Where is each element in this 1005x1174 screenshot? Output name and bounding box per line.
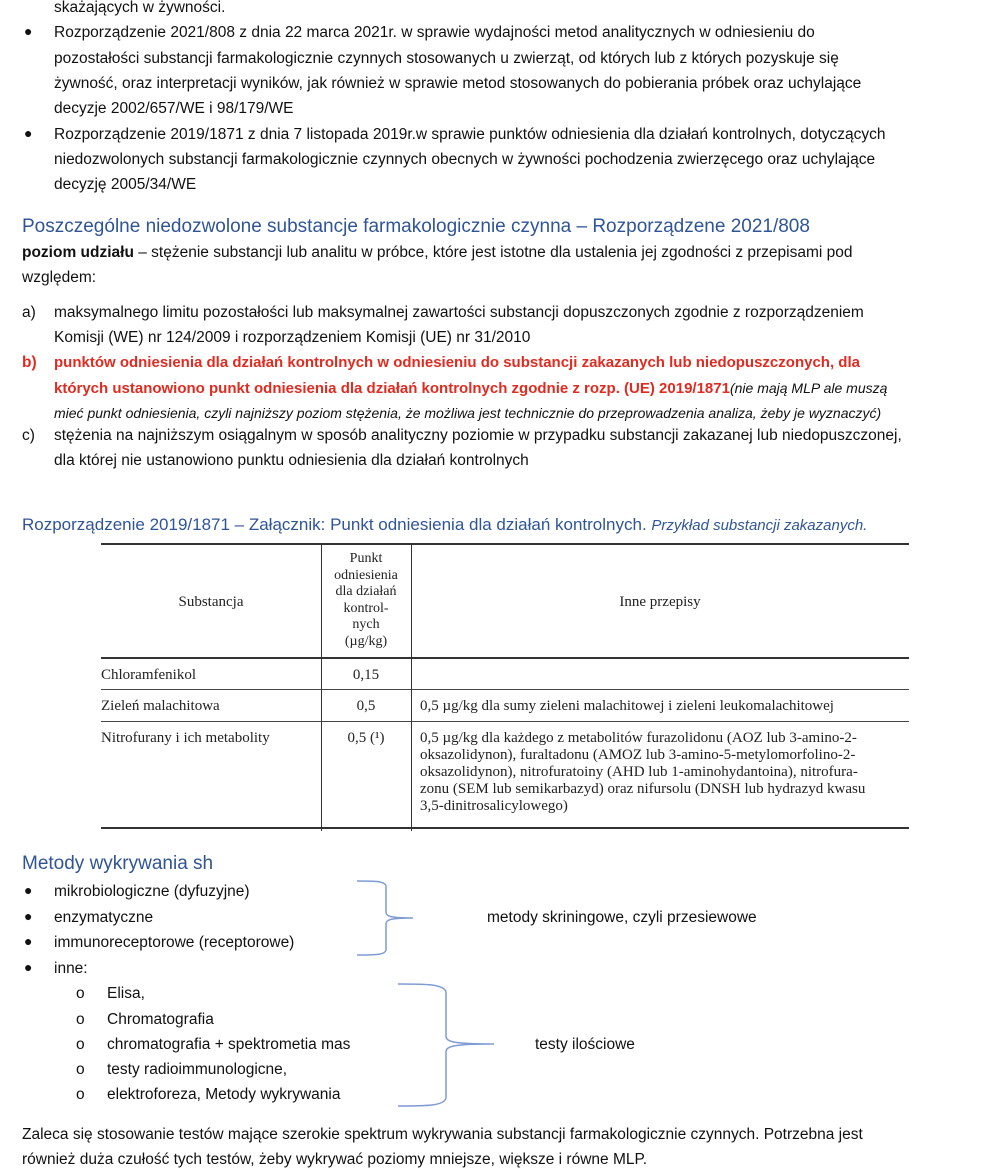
row-3-substance: Nitrofurany i ich metabolity: [101, 730, 270, 746]
row-2-substance: Zieleń malachitowa: [101, 698, 220, 714]
definition-text: – stężenie substancji lub analitu w próbce, które jest istotne dla ustalenia jej zgodności z przepisami pod: [133, 244, 853, 261]
circle-bullet-icon: o: [76, 1086, 85, 1103]
circle-bullet-icon: o: [76, 1036, 85, 1053]
intro-bullet-1-line-3: żywność, oraz interpretacji wyników, jak również w sprawie metod stosowanych do pobierania próbek oraz uchylające: [54, 75, 862, 92]
bullet-icon: ●: [24, 125, 33, 141]
table-top-rule: [101, 543, 909, 545]
method-item-2: enzymatyczne: [54, 909, 154, 926]
row-1-value: 0,15: [352, 667, 380, 683]
item-c-line-1: stężenia na najniższym osiągalnym w sposób analityczny poziomie w przypadku substancji zakazanej lub niedopuszczonej,: [54, 427, 902, 444]
quantitative-tests-label: testy ilościowe: [535, 1036, 635, 1053]
closing-line-1: Zaleca się stosowanie testów mające szerokie spektrum wykrywania substancji farmakologicznie czynnych. Potrzebna jest: [22, 1126, 863, 1143]
table-row-rule: [101, 689, 909, 690]
table-col-divider-2: [411, 545, 412, 831]
row-2-other: 0,5 µg/kg dla sumy zieleni malachitowej i zieleni leukomalachitowej: [420, 698, 834, 714]
bullet-icon: ●: [24, 908, 33, 924]
method-item-1: mikrobiologiczne (dyfuzyjne): [54, 883, 250, 900]
method-item-3: immunoreceptorowe (receptorowe): [54, 934, 295, 951]
closing-line-2: również duża czułość tych testów, żeby wykrywać poziomy mniejsze, większe i równe MLP.: [22, 1151, 648, 1168]
intro-bullet-1-line-1: Rozporządzenie 2021/808 z dnia 22 marca 2021r. w sprawie wydajności metod analitycznych w odniesieniu do: [54, 24, 815, 41]
table-bottom-rule: [101, 827, 909, 829]
header-reference-point: Punkt odniesienia dla działań kontrol- nych (µg/kg): [334, 551, 398, 649]
row-3-value: 0,5 (¹): [347, 730, 385, 746]
table-header-rule: [101, 657, 909, 659]
item-b-line-2: [54, 378, 887, 399]
intro-bullet-1-line-2: pozostałości substancji farmakologicznie czynnych stosowanych u zwierząt, od których lub z których pozyskuje się: [54, 50, 839, 67]
item-b-note-line-2: mieć punkt odniesienia, czyli najniższy poziom stężenia, że możliwa jest technicznie do przeprowadzenia analiza, żeby je wyznaczyć): [54, 405, 882, 421]
row-2-value: 0,5: [356, 698, 376, 714]
row-3-other: 0,5 µg/kg dla każdego z metabolitów furazolidonu (AOZ lub 3-amino-2- oksazolidynon), furaltadonu (AMOZ lub 3-amino-5-metylomorfolino-2- oksazolidynon), nitrofuratoiny (AHD lub 1-aminohydantoina), nitrofura- zonu (SEM lub semikarbazyd) oraz nifursolu (DNSH lub hydrazyd kwasu 3,5-dinitrosalicylowego): [420, 730, 866, 814]
item-a-marker: a): [22, 304, 36, 321]
item-a-line-1: maksymalnego limitu pozostałości lub maksymalnej zawartości substancji dopuszczonych zgodnie z rozporządzeniem: [54, 304, 864, 321]
item-b-note: (nie mają MLP ale muszą: [729, 380, 888, 396]
section2-heading: [22, 515, 867, 536]
definition-line-2: względem:: [22, 269, 97, 286]
bullet-icon: ●: [24, 933, 33, 949]
intro-bullet-2-line-1: Rozporządzenie 2019/1871 z dnia 7 listopada 2019r.w sprawie punktów odniesienia dla działań kontrolnych, dotyczących: [54, 126, 886, 143]
bullet-icon: ●: [24, 23, 33, 39]
item-b-line-1: punktów odniesienia dla działań kontrolnych w odniesieniu do substancji zakazanych lub niedopuszczonych, dla: [54, 354, 860, 371]
intro-bullet-2-line-3: decyzję 2005/34/WE: [54, 176, 197, 193]
method-item-4: inne:: [54, 960, 88, 977]
item-b-marker: b): [22, 354, 37, 371]
bullet-icon: ●: [24, 882, 33, 898]
bullet-icon: ●: [24, 959, 33, 975]
section2-heading-text: Rozporządzenie 2019/1871 – Załącznik: Punkt odniesienia dla działań kontrolnych.: [22, 515, 652, 534]
table-row-rule: [101, 721, 909, 722]
sub-method-item-4: testy radioimmunologicne,: [107, 1061, 288, 1078]
right-brace-icon: [355, 878, 425, 958]
circle-bullet-icon: o: [76, 1011, 85, 1028]
header-other-provisions: Inne przepisy: [619, 594, 701, 610]
row-1-substance: Chloramfenikol: [101, 667, 196, 683]
intro-bullet-1-line-4: decyzje 2002/657/WE i 98/179/WE: [54, 100, 294, 117]
intro-continuation: skażających w żywności.: [54, 0, 226, 16]
circle-bullet-icon: o: [76, 985, 85, 1002]
header-substance: Substancja: [178, 594, 244, 610]
sub-method-item-5: elektroforeza, Metody wykrywania: [107, 1086, 341, 1103]
section1-heading: Poszczególne niedozwolone substancje farmakologicznie czynna – Rozporządzene 2021/808: [22, 216, 810, 237]
definition-term: poziom udziału: [22, 244, 134, 261]
item-c-marker: c): [22, 427, 35, 444]
sub-method-item-3: chromatografia + spektrometia mas: [107, 1036, 351, 1053]
circle-bullet-icon: o: [76, 1061, 85, 1078]
item-b-red-text: których ustanowiono punkt odniesienia dla działań kontrolnych zgodnie z rozp. (UE) 2019/1871: [54, 380, 730, 397]
definition-line-1: [22, 243, 853, 263]
sub-method-item-2: Chromatografia: [107, 1011, 214, 1028]
section3-heading: Metody wykrywania sh: [22, 853, 214, 874]
sub-method-item-1: Elisa,: [107, 985, 145, 1002]
right-brace-icon: [396, 980, 506, 1110]
section2-heading-italic: Przykład substancji zakazanych.: [651, 517, 868, 534]
intro-bullet-2-line-2: niedozwolonych substancji farmakologicznie czynnych obecnych w żywności pochodzenia zwierzęcego oraz uchylające: [54, 151, 876, 168]
item-a-line-2: Komisji (WE) nr 124/2009 i rozporządzeniem Komisji (UE) nr 31/2010: [54, 329, 531, 346]
screening-methods-label: metody skriningowe, czyli przesiewowe: [487, 909, 757, 926]
item-c-line-2: dla której nie ustanowiono punktu odniesienia dla działań kontrolnych: [54, 452, 529, 469]
